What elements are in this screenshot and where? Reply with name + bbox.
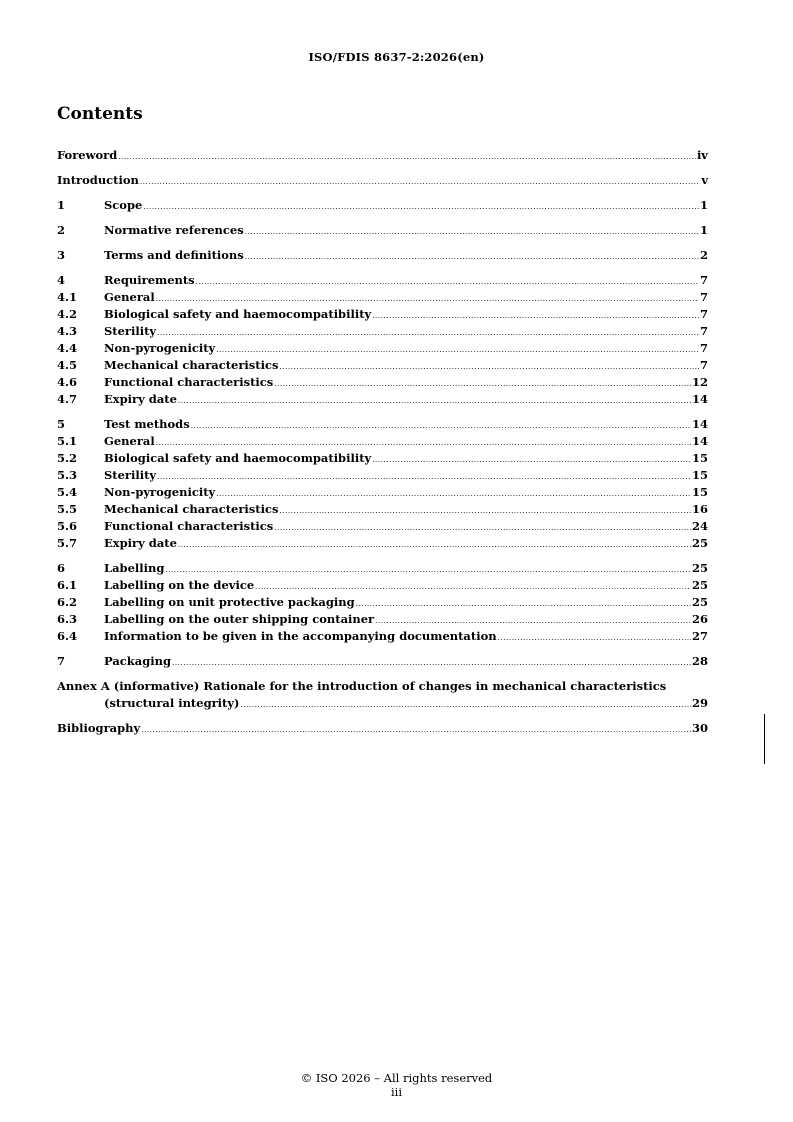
toc-page: 15	[691, 451, 708, 465]
toc-label: Requirements	[104, 273, 195, 287]
toc-page: 24	[691, 519, 708, 533]
toc-leader	[216, 342, 699, 359]
toc-entry-4[interactable]	[57, 272, 708, 289]
toc-label: Scope	[104, 198, 143, 212]
toc-entry-5-7[interactable]	[57, 535, 708, 552]
toc-entry-5-6[interactable]	[57, 518, 708, 535]
toc-leader	[157, 469, 691, 486]
toc-leader	[279, 359, 699, 376]
toc-number: 5.4	[57, 485, 78, 499]
toc-leader	[178, 393, 691, 410]
toc-number: 4.2	[57, 307, 78, 321]
toc-label: Mechanical characteristics	[104, 358, 279, 372]
toc-entry-5-4[interactable]	[57, 484, 708, 501]
toc-label: Functional characteristics	[104, 375, 274, 389]
toc-entry-annex-a[interactable]	[57, 678, 708, 712]
toc-entry-4-7[interactable]	[57, 391, 708, 408]
toc-entry-2[interactable]	[57, 222, 708, 239]
toc-number: 5.3	[57, 468, 78, 482]
toc-leader	[191, 418, 691, 435]
toc-page: 7	[699, 273, 708, 287]
toc-leader	[372, 308, 699, 325]
toc-entry-6[interactable]	[57, 560, 708, 577]
toc-page: 15	[691, 485, 708, 499]
toc-entry-5-1[interactable]	[57, 433, 708, 450]
toc-number: 4	[57, 273, 66, 287]
toc-number: 4.5	[57, 358, 78, 372]
toc-entry-6-3[interactable]	[57, 611, 708, 628]
toc-label: Bibliography	[57, 721, 141, 735]
toc-label: Foreword	[57, 148, 118, 162]
toc-number: 1	[57, 198, 66, 212]
toc-number: 5.1	[57, 434, 78, 448]
toc-number: 6.4	[57, 629, 78, 643]
toc-page: 25	[691, 595, 708, 609]
toc-label-continued: (structural integrity)	[104, 696, 240, 710]
toc-page: 12	[691, 375, 708, 389]
toc-entry-4-4[interactable]	[57, 340, 708, 357]
copyright-notice: © ISO 2026 – All rights reserved	[300, 1071, 493, 1085]
toc-label: Expiry date	[104, 536, 177, 550]
toc-label: General	[104, 434, 155, 448]
toc-label: Sterility	[104, 324, 157, 338]
toc-leader	[118, 149, 696, 166]
toc-number: 5.7	[57, 536, 78, 550]
toc-entry-4-5[interactable]	[57, 357, 708, 374]
toc-entry-bibliography[interactable]	[57, 720, 708, 737]
toc-page: 25	[691, 578, 708, 592]
toc-page: 14	[691, 392, 708, 406]
toc-entry-6-2[interactable]	[57, 594, 708, 611]
toc-page: iv	[696, 148, 708, 162]
toc-number: 4.6	[57, 375, 78, 389]
toc-page: 26	[691, 612, 708, 626]
toc-entry-foreword[interactable]	[57, 147, 708, 164]
toc-number: 5.6	[57, 519, 78, 533]
toc-entry-4-2[interactable]	[57, 306, 708, 323]
toc-leader	[356, 596, 691, 613]
toc-label: Test methods	[104, 417, 190, 431]
toc-label: Labelling on unit protective packaging	[104, 595, 355, 609]
toc-label: Non-pyrogenicity	[104, 485, 216, 499]
toc-entry-introduction[interactable]	[57, 172, 708, 189]
toc-entry-5-5[interactable]	[57, 501, 708, 518]
toc-page: 1	[699, 198, 708, 212]
toc-entry-5-2[interactable]	[57, 450, 708, 467]
toc-page: 30	[691, 721, 708, 735]
toc-page: 29	[691, 696, 708, 710]
page-footer	[0, 1071, 793, 1099]
toc-leader	[140, 174, 700, 191]
toc-number: 4.3	[57, 324, 78, 338]
toc-leader	[172, 655, 691, 672]
contents-title: Contents	[57, 104, 143, 124]
toc-label: Labelling	[104, 561, 165, 575]
page-number: iii	[390, 1085, 403, 1099]
toc-number: 7	[57, 654, 66, 668]
toc-number: 2	[57, 223, 66, 237]
toc-page: 28	[691, 654, 708, 668]
toc-page: 14	[691, 417, 708, 431]
toc-entry-1[interactable]	[57, 197, 708, 214]
document-header: ISO/FDIS 8637-2:2026(en)	[308, 50, 485, 64]
toc-entry-4-1[interactable]	[57, 289, 708, 306]
toc-number: 6	[57, 561, 66, 575]
toc-page: 7	[699, 307, 708, 321]
toc-number: 6.3	[57, 612, 78, 626]
toc-entry-5[interactable]	[57, 416, 708, 433]
toc-leader	[245, 224, 699, 241]
toc-leader	[245, 249, 699, 266]
toc-entry-6-4[interactable]	[57, 628, 708, 645]
toc-page: 1	[699, 223, 708, 237]
toc-label: Biological safety and haemocompatibility	[104, 451, 372, 465]
toc-label: Labelling on the device	[104, 578, 255, 592]
toc-label: Mechanical characteristics	[104, 502, 279, 516]
table-of-contents	[57, 147, 708, 737]
toc-label: Introduction	[57, 173, 139, 187]
toc-page: 14	[691, 434, 708, 448]
toc-entry-6-1[interactable]	[57, 577, 708, 594]
toc-label: Sterility	[104, 468, 157, 482]
toc-page: 2	[699, 248, 708, 262]
toc-number: 3	[57, 248, 66, 262]
toc-leader	[216, 486, 691, 503]
toc-label: Annex A (informative) Rationale for the introduction of changes in mechanical characteristics	[57, 679, 667, 693]
toc-leader	[240, 697, 691, 714]
toc-leader	[141, 722, 691, 739]
toc-page: 7	[699, 358, 708, 372]
toc-leader	[274, 520, 691, 537]
toc-number: 5	[57, 417, 66, 431]
toc-page: 16	[691, 502, 708, 516]
toc-entry-3[interactable]	[57, 247, 708, 264]
toc-leader	[196, 274, 699, 291]
toc-number: 6.1	[57, 578, 78, 592]
toc-number: 4.4	[57, 341, 78, 355]
toc-page: 7	[699, 290, 708, 304]
toc-leader	[178, 537, 691, 554]
toc-entry-5-3[interactable]	[57, 467, 708, 484]
toc-page: 7	[699, 341, 708, 355]
toc-leader	[372, 452, 691, 469]
toc-label: Terms and definitions	[104, 248, 244, 262]
toc-number: 4.1	[57, 290, 78, 304]
toc-label: Biological safety and haemocompatibility	[104, 307, 372, 321]
toc-number: 4.7	[57, 392, 78, 406]
toc-label: Labelling on the outer shipping container	[104, 612, 375, 626]
toc-leader	[498, 630, 691, 647]
toc-label: Normative references	[104, 223, 244, 237]
toc-label: Packaging	[104, 654, 172, 668]
toc-page: 7	[699, 324, 708, 338]
toc-label: Expiry date	[104, 392, 177, 406]
toc-entry-7[interactable]	[57, 653, 708, 670]
toc-entry-4-3[interactable]	[57, 323, 708, 340]
toc-leader	[279, 503, 691, 520]
toc-number: 6.2	[57, 595, 78, 609]
toc-leader	[274, 376, 691, 393]
toc-page: 25	[691, 536, 708, 550]
toc-leader	[143, 199, 699, 216]
toc-number: 5.5	[57, 502, 78, 516]
toc-entry-4-6[interactable]	[57, 374, 708, 391]
toc-page: 15	[691, 468, 708, 482]
toc-page: 27	[691, 629, 708, 643]
toc-page: v	[701, 173, 708, 187]
toc-label: Non-pyrogenicity	[104, 341, 216, 355]
toc-number: 5.2	[57, 451, 78, 465]
toc-leader	[157, 325, 699, 342]
toc-label: Functional characteristics	[104, 519, 274, 533]
toc-page: 25	[691, 561, 708, 575]
toc-label: General	[104, 290, 155, 304]
change-bar	[764, 714, 765, 764]
toc-label: Information to be given in the accompanying documentation	[104, 629, 497, 643]
